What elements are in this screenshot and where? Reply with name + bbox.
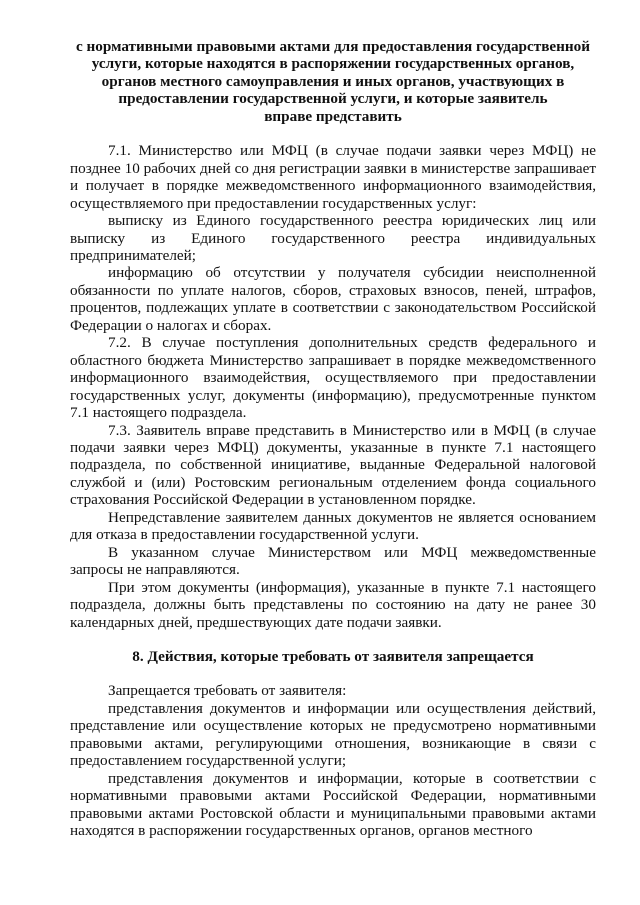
- paragraph-prohibited: Запрещается требовать от заявителя:: [108, 682, 347, 700]
- paragraph-prohibited-1: представления документов и информации или осуществления действий, представление или осуществление которых не предусмотрено нормативными правовыми актами, регулирующими отношения, возникающие в связи с предоставлением государственной услуги;: [70, 699, 596, 770]
- paragraph-tax-info: информацию об отсутствии у получателя субсидии неисполненной обязанности по уплате налогов, сборов, страховых взносов, пеней, штрафов, процентов, подлежащих уплате в соответствии с законодательством Российской Федерации о налогах и сборах.: [70, 264, 596, 334]
- paragraph-7-3: 7.3. Заявитель вправе представить в Министерство или в МФЦ (в случае подачи заявки через МФЦ) документы, указанные в пункте 7.1 настоящего подраздела, по собственной инициативе, выданные Федеральной налоговой службой и (или) Ростовским региональным отделением фонда социального страхования Российской Федерации в установленном порядке.: [70, 421, 596, 509]
- heading-line: вправе представить: [264, 107, 402, 125]
- heading-line: органов местного самоуправления и иных органов, участвующих в: [101, 72, 565, 90]
- paragraph-30-days: При этом документы (информация), указанные в пункте 7.1 настоящего подраздела, должны быть представлены по состоянию на дату не ранее 30 календарных дней, предшествующих дате подачи заявки.: [70, 578, 596, 631]
- paragraph-non-submission: Непредставление заявителем данных документов не является основанием для отказа в предоставлении государственной услуги.: [70, 508, 596, 544]
- paragraph-7-2: 7.2. В случае поступления дополнительных средств федерального и областного бюджета Министерство запрашивает в порядке межведомственного информационного взаимодействия, осуществляемого при предоставлении государственных услуг, документы (информацию), предусмотренные пунктом 7.1 настоящего подраздела.: [70, 334, 596, 422]
- section-heading: [70, 38, 596, 125]
- heading-line: услуги, которые находятся в распоряжении государственных органов,: [91, 55, 575, 73]
- document-page: [70, 38, 596, 839]
- paragraph-egrul: выписку из Единого государственного реестра юридических лиц или выписку из Единого государственного реестра индивидуальных предпринимателей;: [70, 212, 596, 264]
- heading-line: с нормативными правовыми актами для предоставления государственной: [76, 38, 590, 55]
- heading-line: предоставлении государственной услуги, и которые заявитель: [118, 90, 548, 108]
- paragraph-no-requests: В указанном случае Министерством или МФЦ межведомственные запросы не направляются.: [70, 543, 596, 579]
- paragraph-7-1: 7.1. Министерство или МФЦ (в случае подачи заявки через МФЦ) не позднее 10 рабочих дней со дня регистрации заявки в министерстве запрашивает и получает в порядке межведомственного информационного взаимодействия, осуществляемого при предоставлении государственных услуг:: [70, 142, 596, 212]
- section-8-title: 8. Действия, которые требовать от заявителя запрещается: [132, 647, 534, 665]
- paragraph-prohibited-2: представления документов и информации, которые в соответствии с нормативными правовыми актами Российской Федерации, нормативными правовыми актами Ростовской области и муниципальными правовыми актами находятся в распоряжении государственных органов, органов местного: [70, 769, 596, 840]
